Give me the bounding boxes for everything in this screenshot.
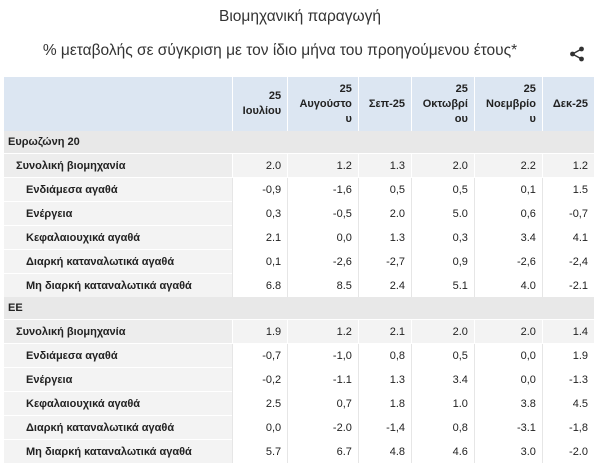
table-cell: 1.9 [542, 344, 594, 368]
row-label: Διαρκή καταναλωτικά αγαθά [4, 416, 232, 440]
table-row [4, 250, 594, 274]
table-cell: -0,7 [232, 344, 288, 368]
table-cell: 4.1 [542, 226, 594, 250]
column-header: Δεκ-25 [542, 77, 594, 131]
industrial-production-table [4, 77, 594, 463]
table-row [4, 344, 594, 368]
table-row [4, 178, 594, 202]
group-label: ΕΕ [4, 297, 594, 320]
table-cell: 0,8 [358, 344, 411, 368]
table-cell: 5.0 [412, 202, 475, 226]
table-cell: 5.1 [412, 274, 475, 298]
table-cell: 4.6 [412, 440, 475, 464]
table-row [4, 274, 594, 298]
table-cell: 1.0 [412, 392, 475, 416]
table-cell: -0,9 [232, 178, 288, 202]
column-header: 25 Οκτωβρί ου [412, 77, 475, 131]
table-cell: -3.1 [474, 416, 542, 440]
table-row [4, 440, 594, 464]
table-cell: 2.5 [232, 392, 288, 416]
table-cell: 1.3 [358, 154, 411, 178]
table-cell: -0,7 [542, 202, 594, 226]
table-cell: -1,4 [358, 416, 411, 440]
table-cell: 2.4 [358, 274, 411, 298]
row-label: Κεφαλαιουχικά αγαθά [4, 226, 232, 250]
column-header: 25 Ιουλίου [232, 77, 288, 131]
group-label: Ευρωζώνη 20 [4, 131, 594, 154]
table-cell: 0,5 [412, 344, 475, 368]
table-cell: -2,7 [358, 250, 411, 274]
table-cell: -2,6 [288, 250, 359, 274]
table-cell: -2.1 [542, 274, 594, 298]
table-header-row [4, 77, 594, 131]
column-header: 25 Αυγούστο υ [288, 77, 359, 131]
table-cell: 2.0 [412, 154, 475, 178]
table-row [4, 320, 594, 344]
table-cell: 1.3 [358, 226, 411, 250]
table-cell: 4.5 [542, 392, 594, 416]
table-cell: 5.7 [232, 440, 288, 464]
table-cell: -2,4 [542, 250, 594, 274]
table-cell: 1.4 [542, 320, 594, 344]
table-cell: 2.1 [358, 320, 411, 344]
table-cell: 0,0 [288, 226, 359, 250]
table-row [4, 392, 594, 416]
table-cell: 2.0 [412, 320, 475, 344]
table-cell: 0,9 [412, 250, 475, 274]
table-cell: -1.1 [288, 368, 359, 392]
table-cell: 0,0 [474, 368, 542, 392]
table-cell: 1.8 [358, 392, 411, 416]
table-cell: 1.2 [288, 154, 359, 178]
table-cell: -2,6 [474, 250, 542, 274]
table-row [4, 202, 594, 226]
table-cell: 0,5 [412, 178, 475, 202]
table-cell: 2.0 [474, 320, 542, 344]
group-row [4, 131, 594, 154]
table-cell: -2.0 [288, 416, 359, 440]
table-cell: 3.4 [474, 226, 542, 250]
table-cell: 1.2 [542, 154, 594, 178]
table-cell: 2.0 [232, 154, 288, 178]
table-cell: 0,1 [474, 178, 542, 202]
row-label: Κεφαλαιουχικά αγαθά [4, 392, 232, 416]
table-cell: 0,3 [412, 226, 475, 250]
table-cell: 1.5 [542, 178, 594, 202]
group-row [4, 297, 594, 320]
share-icon[interactable] [569, 46, 585, 62]
table-cell: 6.7 [288, 440, 359, 464]
table-cell: -0,2 [232, 368, 288, 392]
row-label: Ενέργεια [4, 202, 232, 226]
row-label: Ενδιάμεσα αγαθά [4, 344, 232, 368]
table-cell: 0,8 [412, 416, 475, 440]
table-row [4, 154, 594, 178]
row-label: Συνολική βιομηχανία [4, 320, 232, 344]
table-cell: 2.2 [474, 154, 542, 178]
header-corner [4, 77, 232, 131]
column-header: Σεπ-25 [358, 77, 411, 131]
row-label: Μη διαρκή καταναλωτικά αγαθά [4, 440, 232, 464]
table-cell: 1.2 [288, 320, 359, 344]
table-cell: -0,5 [288, 202, 359, 226]
table-cell: -1,0 [288, 344, 359, 368]
table-cell: 0,5 [358, 178, 411, 202]
table-cell: 3.8 [474, 392, 542, 416]
table-row [4, 416, 594, 440]
table-cell: 1.9 [232, 320, 288, 344]
table-cell: -1,6 [288, 178, 359, 202]
page-title: Βιομηχανική παραγωγή [219, 8, 381, 25]
row-label: Ενδιάμεσα αγαθά [4, 178, 232, 202]
page-subtitle: % μεταβολής σε σύγκριση με τον ίδιο μήνα του προηγούμενου έτους* [42, 42, 518, 59]
row-label: Ενέργεια [4, 368, 232, 392]
table-cell: 4.0 [474, 274, 542, 298]
table-cell: 6.8 [232, 274, 288, 298]
table-cell: 1.3 [358, 368, 411, 392]
table-cell: 2.1 [232, 226, 288, 250]
row-label: Διαρκή καταναλωτικά αγαθά [4, 250, 232, 274]
table-cell: 0,0 [232, 416, 288, 440]
table-cell: 2.0 [358, 202, 411, 226]
column-header: 25 Νοεμβρίο υ [474, 77, 542, 131]
table-row [4, 368, 594, 392]
table-cell: 4.8 [358, 440, 411, 464]
table-cell: 0,3 [232, 202, 288, 226]
table-cell: 0,6 [474, 202, 542, 226]
table-cell: 0,7 [288, 392, 359, 416]
table-cell: 0,0 [474, 344, 542, 368]
table-cell: 8.5 [288, 274, 359, 298]
table-cell: -1,8 [542, 416, 594, 440]
table-cell: -1.3 [542, 368, 594, 392]
table-cell: -2.0 [542, 440, 594, 464]
table-cell: 3.4 [412, 368, 475, 392]
table-cell: 3.0 [474, 440, 542, 464]
table-cell: 0,1 [232, 250, 288, 274]
table-row [4, 226, 594, 250]
row-label: Συνολική βιομηχανία [4, 154, 232, 178]
row-label: Μη διαρκή καταναλωτικά αγαθά [4, 274, 232, 298]
